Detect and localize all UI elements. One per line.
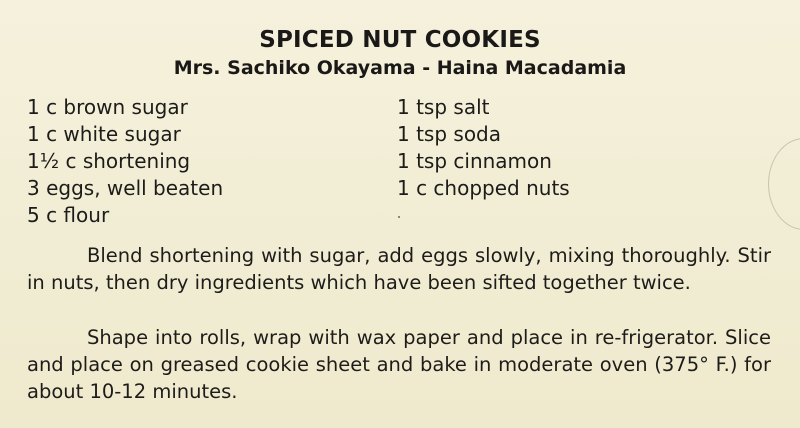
ingredient-item: 1 tsp soda [397, 122, 502, 146]
ingredient-item: 1 c brown sugar [27, 95, 188, 119]
ingredient-item: 1 c chopped nuts [397, 176, 570, 200]
instruction-paragraph: Blend shortening with sugar, add eggs slowly, mixing thoroughly. Stir in nuts, then dry ingredients which have been sifted together twice. [27, 244, 771, 294]
print-speck [398, 216, 400, 218]
page-curl-mark [768, 138, 800, 230]
ingredients-left-column [27, 94, 223, 229]
ingredients-right-column [397, 94, 570, 202]
ingredient-item: 1 tsp salt [397, 95, 490, 119]
ingredient-item: 3 eggs, well beaten [27, 176, 224, 200]
recipe-title: SPICED NUT COOKIES [259, 27, 541, 53]
ingredient-item: 1 tsp cinnamon [397, 149, 552, 173]
recipe-attribution: Mrs. Sachiko Okayama - Haina Macadamia [173, 57, 627, 79]
ingredient-item: 1½ c shortening [27, 149, 191, 173]
instruction-paragraph: Shape into rolls, wrap with wax paper and place in re-frigerator. Slice and place on greased cookie sheet and bake in moderate oven (375° F.) for about 10-12 minutes. [27, 326, 771, 403]
ingredient-item: 5 c flour [27, 203, 110, 227]
ingredient-item: 1 c white sugar [27, 122, 181, 146]
